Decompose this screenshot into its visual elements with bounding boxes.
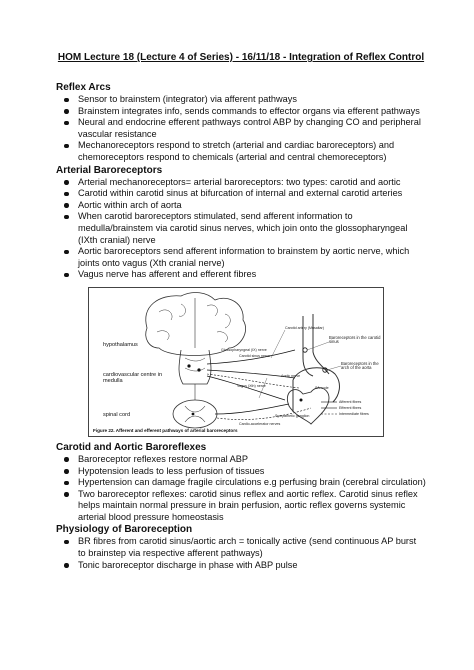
label-common-carotid: Carotid artery (Musaltar) — [285, 325, 324, 330]
label-sympathetic: Sympathetic ganglion — [275, 413, 310, 418]
list-item: Vagus nerve has afferent and efferent fibres — [56, 269, 426, 281]
legend-efferent: Efferent fibres — [339, 405, 362, 410]
label-cardio-accelerator: Cardio-accelerator nerves — [239, 421, 281, 426]
list-item: Hypertension can damage fragile circulations e.g perfusing brain (cerebral circulation) — [56, 477, 426, 489]
section-heading-baroreflexes: Carotid and Aortic Baroreflexes — [56, 441, 207, 453]
label-vagus: Vagus (Xth) nerve — [237, 383, 266, 388]
section-heading-arterial-baroreceptors: Arterial Baroreceptors — [56, 164, 163, 176]
bullet-list-reflex-arcs — [56, 94, 426, 164]
list-item: Hypotension leads to less perfusion of tissues — [56, 466, 426, 478]
section-heading-physiology: Physiology of Baroreception — [56, 524, 193, 536]
label-spinal-cord: spinal cord — [103, 411, 131, 418]
list-item: Two baroreceptor reflexes: carotid sinus reflex and aortic reflex. Carotid sinus reflex helps maintain normal pressure in brain perfusion, aortic reflex governs systemic arterial blood pressure homeostasis — [56, 489, 426, 524]
list-item: Baroreceptor reflexes restore normal ABP — [56, 454, 426, 466]
baroreceptor-pathway-figure — [88, 287, 384, 437]
section-heading-reflex-arcs: Reflex Arcs — [56, 82, 111, 93]
bullet-list-arterial-baroreceptors — [56, 177, 426, 281]
bullet-list-baroreflexes — [56, 454, 426, 524]
list-item: Sensor to brainstem (integrator) via afferent pathways — [56, 94, 426, 106]
bullet-list-physiology — [56, 536, 426, 571]
label-glossopharyngeal: Glossopharyngeal (IX) nerve — [221, 347, 267, 352]
label-carotid-sinus-nerve: Carotid sinus nerve — [239, 353, 270, 358]
list-item: Neural and endocrine efferent pathways control ABP by changing CO and peripheral vascular resistance — [56, 117, 426, 140]
label-aortic-nerve: Aortic nerve — [281, 373, 301, 378]
label-baroreceptors-aorta: Baroreceptors in the arch of the aorta — [341, 360, 379, 371]
label-hypothalamus: hypothalamus — [103, 341, 138, 348]
legend-intermediate: Intermediate fibres — [339, 411, 369, 416]
list-item: Carotid within carotid sinus at bifurcation of internal and external carotid arteries — [56, 188, 426, 200]
legend-afferent: Afferent fibres — [339, 399, 362, 404]
list-item: Aortic baroreceptors send afferent information to brainstem by aortic nerve, which joints onto vagus (Xth cranial nerve) — [56, 246, 426, 269]
label-cardiovascular-centre: cardiovascular centre in medulla — [103, 371, 163, 385]
page-title: HOM Lecture 18 (Lecture 4 of Series) - 16/11/18 - Integration of Reflex Control — [57, 52, 425, 63]
list-item: Tonic baroreceptor discharge in phase with ABP pulse — [56, 560, 426, 572]
list-item: Aortic within arch of aorta — [56, 200, 426, 212]
label-sa-node: SA node — [315, 385, 329, 390]
list-item: Brainstem integrates info, sends commands to effector organs via efferent pathways — [56, 106, 426, 118]
figure-caption: Figure 22. Afferent and efferent pathways of arterial baroreceptors — [93, 427, 238, 433]
label-baroreceptors-carotid: Baroreceptors in the carotid sinus — [329, 334, 381, 345]
list-item: When carotid baroreceptors stimulated, send afferent information to medulla/brainstem via carotid sinus nerves, which join onto the glossopharyngeal (IXth cranial) nerve — [56, 211, 426, 246]
list-item: Mechanoreceptors respond to stretch (arterial and cardiac baroreceptors) and chemoreceptors respond to chemicals (arterial and central chemoreceptors) — [56, 140, 426, 163]
list-item: BR fibres from carotid sinus/aortic arch = tonically active (send continuous AP burst to brainstep via respective afferent pathways) — [56, 536, 426, 559]
list-item: Arterial mechanoreceptors= arterial baroreceptors: two types: carotid and aortic — [56, 177, 426, 189]
